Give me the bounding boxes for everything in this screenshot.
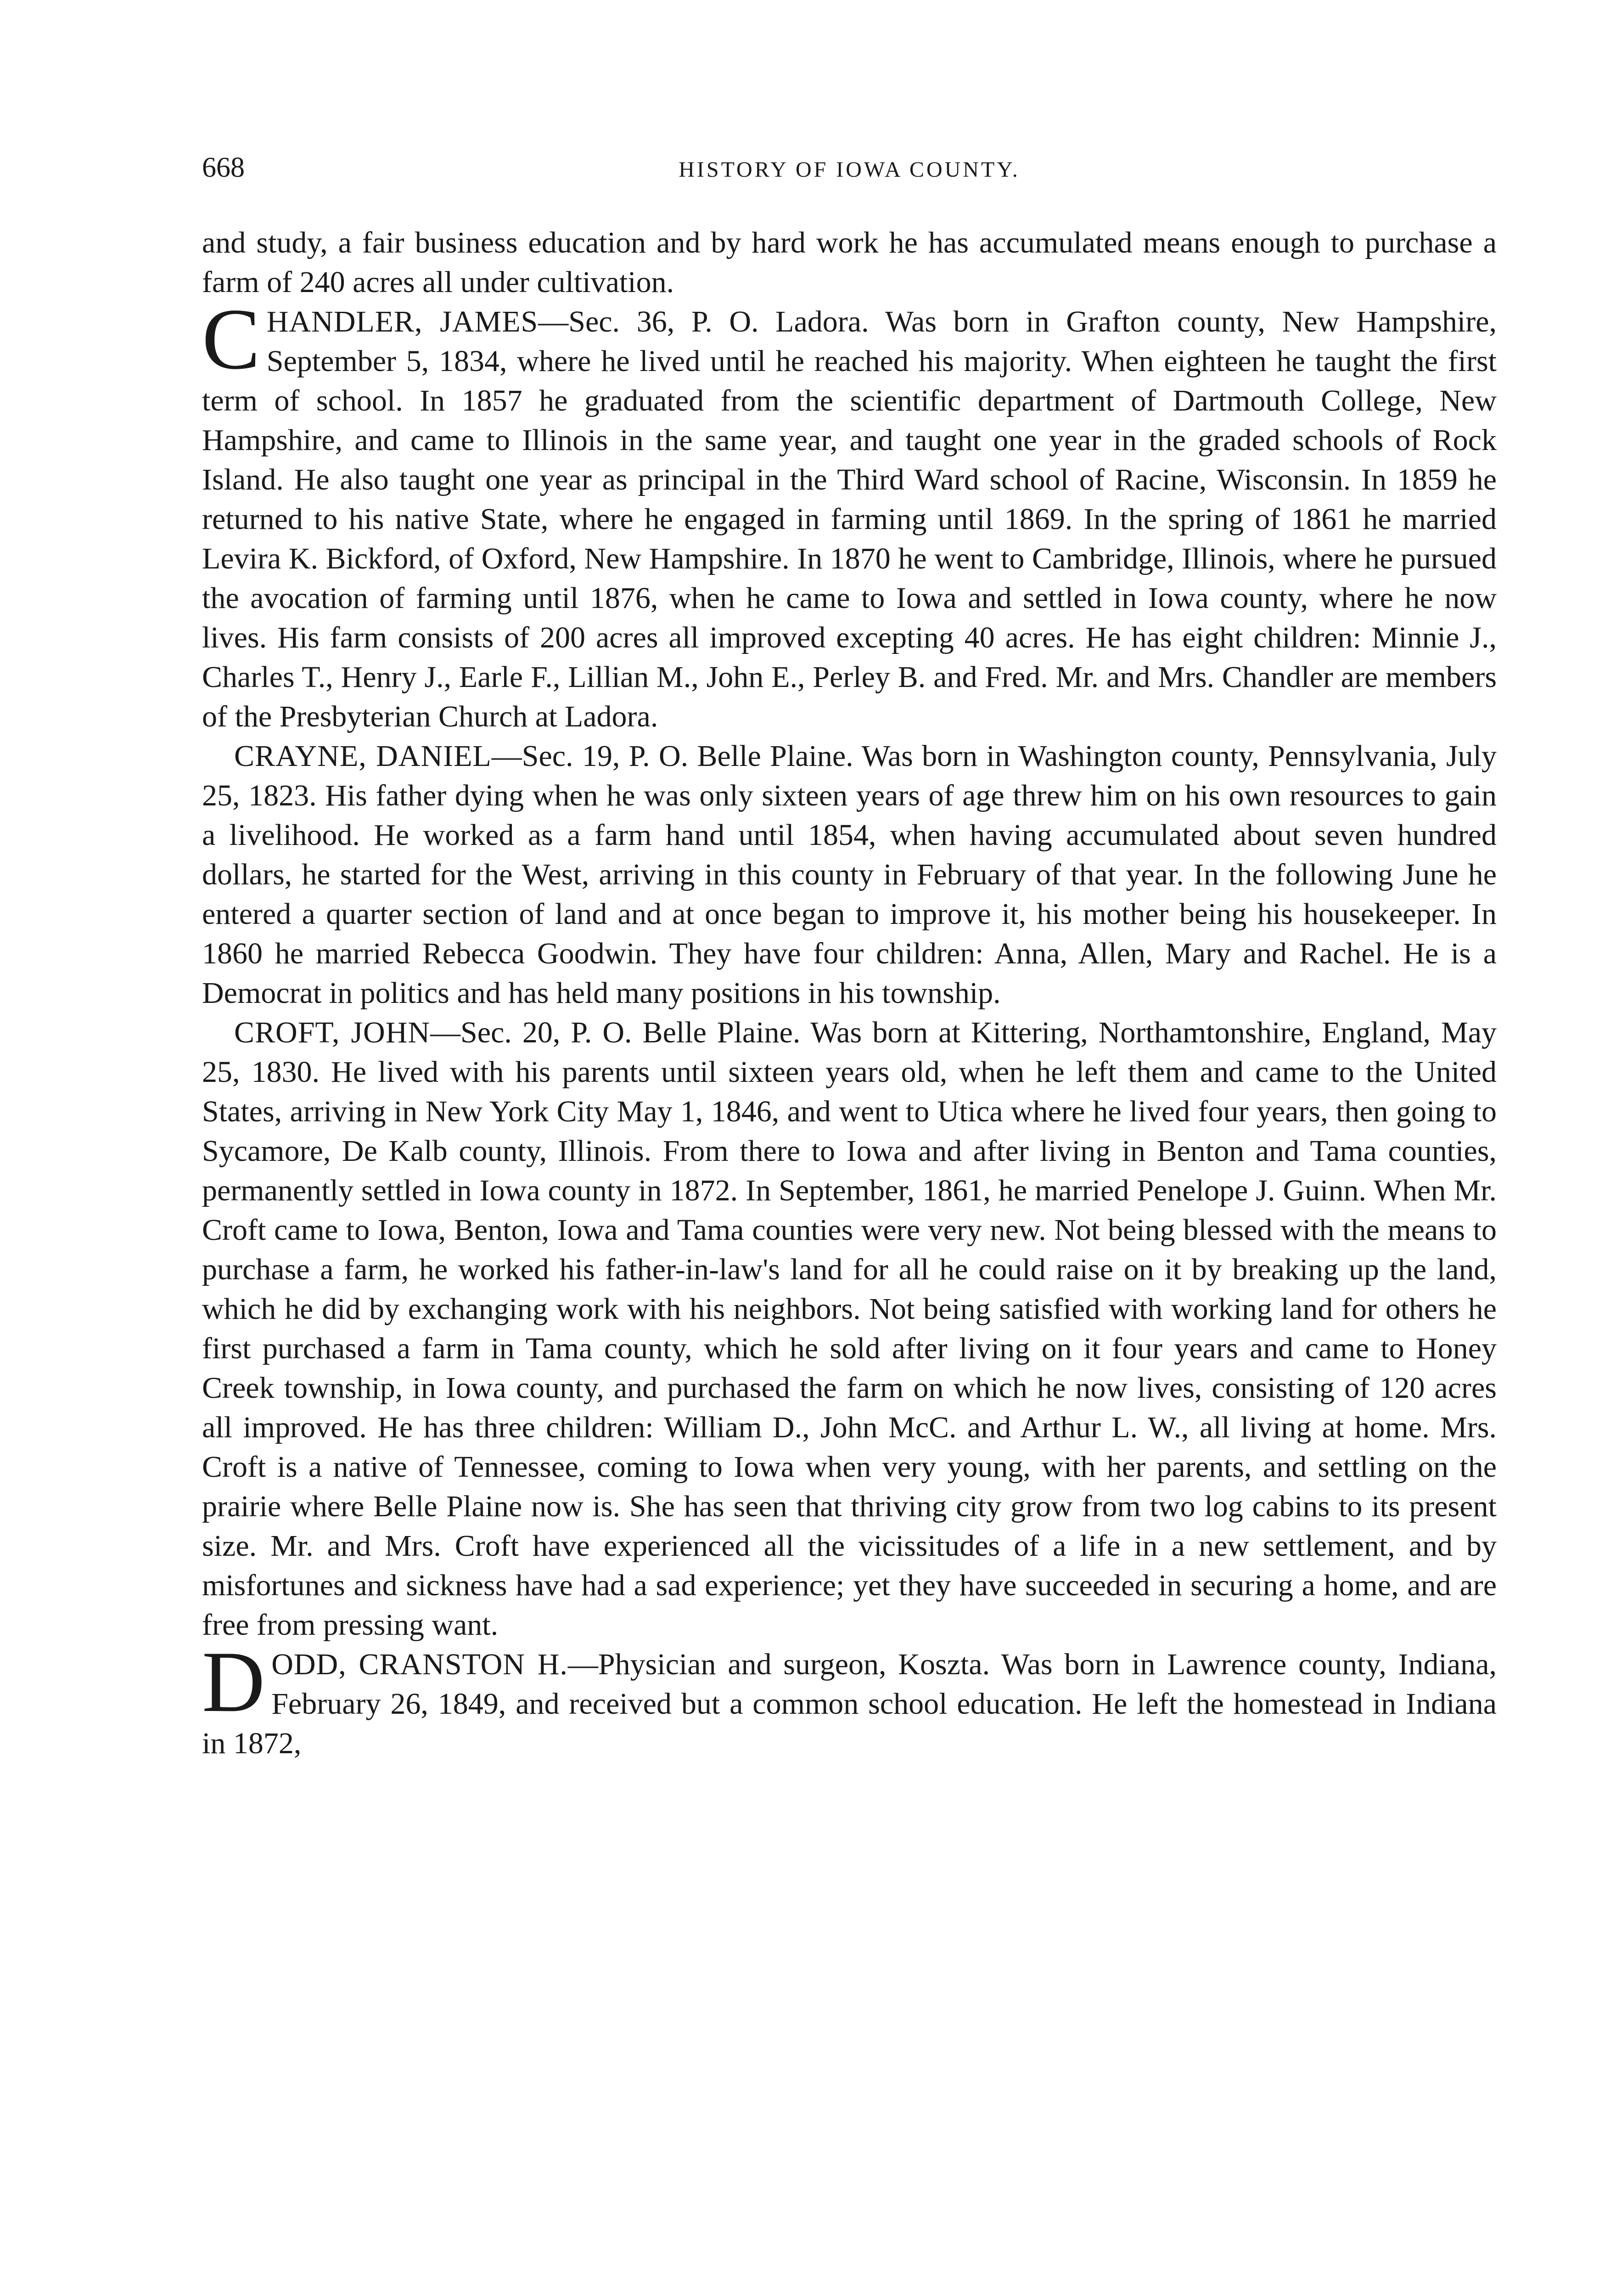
entry-chandler-james — [202, 291, 1497, 737]
entry-text: —Sec. 36, P. O. Ladora. Was born in Grafton county, New Hampshire, September 5, 1834, where he lived until he reached his majority. When eighteen he taught the first term of school. In 1857 he graduated from the scientific department of Dartmouth College, New Hampshire, and came to Illinois in the same year, and taught one year in the graded schools of Rock Island. He also taught one year as principal in the Third Ward school of Racine, Wisconsin. In 1859 he returned to his native State, where he engaged in farming until 1869. In the spring of 1861 he married Levira K. Bickford, of Oxford, New Hampshire. In 1870 he went to Cambridge, Illinois, where he pursued the avocation of farming until 1876, when he came to Iowa and settled in Iowa county, where he now lives. His farm consists of 200 acres all improved excepting 40 acres. He has eight children: Minnie J., Charles T., Henry J., Earle F., Lillian M., John E., Perley B. and Fred. Mr. and Mrs. Chandler are members of the Presbyterian Church at Ladora. — [202, 305, 1497, 733]
continuation-paragraph — [202, 223, 1497, 302]
entry-dodd-cranston — [202, 1634, 1497, 1763]
entry-text: —Sec. 19, P. O. Belle Plaine. Was born in Washington county, Pennsylvania, July 25, 1823. His father dying when he was only sixteen years of age threw him on his own resources to gain a livelihood. He worked as a farm hand until 1854, when having accumulated about seven hundred dollars, he started for the West, arriving in this county in February of that year. In the following June he entered a quarter section of land and at once began to improve it, his mother being his housekeeper. In 1860 he married Rebecca Goodwin. They have four children: Anna, Allen, Mary and Rachel. He is a Democrat in politics and has held many positions in his township. — [202, 739, 1497, 1010]
entry-name: HANDLER, JAMES — [266, 305, 539, 338]
page-header — [202, 152, 1497, 207]
entry-name: CRAYNE, DANIEL — [234, 739, 492, 773]
entry-croft-john — [202, 1013, 1497, 1645]
entry-crayne-daniel — [202, 737, 1497, 1013]
page-number: 668 — [202, 152, 245, 183]
entry-name: CROFT, JOHN — [234, 1016, 431, 1049]
drop-cap: C — [202, 291, 260, 388]
running-head: HISTORY OF IOWA COUNTY. — [679, 158, 1020, 182]
paragraph-text: and study, a fair business education and by hard work he has accumulated means enough to purchase a farm of 240 acres all under cultivation. — [202, 226, 1497, 299]
book-page — [202, 152, 1497, 1763]
drop-cap: D — [202, 1634, 265, 1730]
entry-name: ODD, CRANSTON H. — [271, 1648, 568, 1681]
entry-text: —Physician and surgeon, Koszta. Was born in Lawrence county, Indiana, February 26, 1849, and received but a common school education. He left the homestead in Indiana in 1872, — [202, 1648, 1497, 1760]
page-body — [202, 223, 1497, 1763]
entry-text: —Sec. 20, P. O. Belle Plaine. Was born at Kittering, Northamtonshire, England, May 25, 1830. He lived with his parents until sixteen years old, when he left them and came to the United States, arriving in New York City May 1, 1846, and went to Utica where he lived four years, then going to Sycamore, De Kalb county, Illinois. From there to Iowa and after living in Benton and Tama counties, permanently settled in Iowa county in 1872. In September, 1861, he married Penelope J. Guinn. When Mr. Croft came to Iowa, Benton, Iowa and Tama counties were very new. Not being blessed with the means to purchase a farm, he worked his father-in-law's land for all he could raise on it by breaking up the land, which he did by exchanging work with his neighbors. Not being satisfied with working land for others he first purchased a farm in Tama county, which he sold after living on it four years and came to Honey Creek township, in Iowa county, and purchased the farm on which he now lives, consisting of 120 acres all improved. He has three children: William D., John McC. and Arthur L. W., all living at home. Mrs. Croft is a native of Tennessee, coming to Iowa when very young, with her parents, and settling on the prairie where Belle Plaine now is. She has seen that thriving city grow from two log cabins to its present size. Mr. and Mrs. Croft have experienced all the vicissitudes of a life in a new settlement, and by misfortunes and sickness have had a sad experience; yet they have succeeded in securing a home, and are free from pressing want. — [202, 1016, 1497, 1642]
